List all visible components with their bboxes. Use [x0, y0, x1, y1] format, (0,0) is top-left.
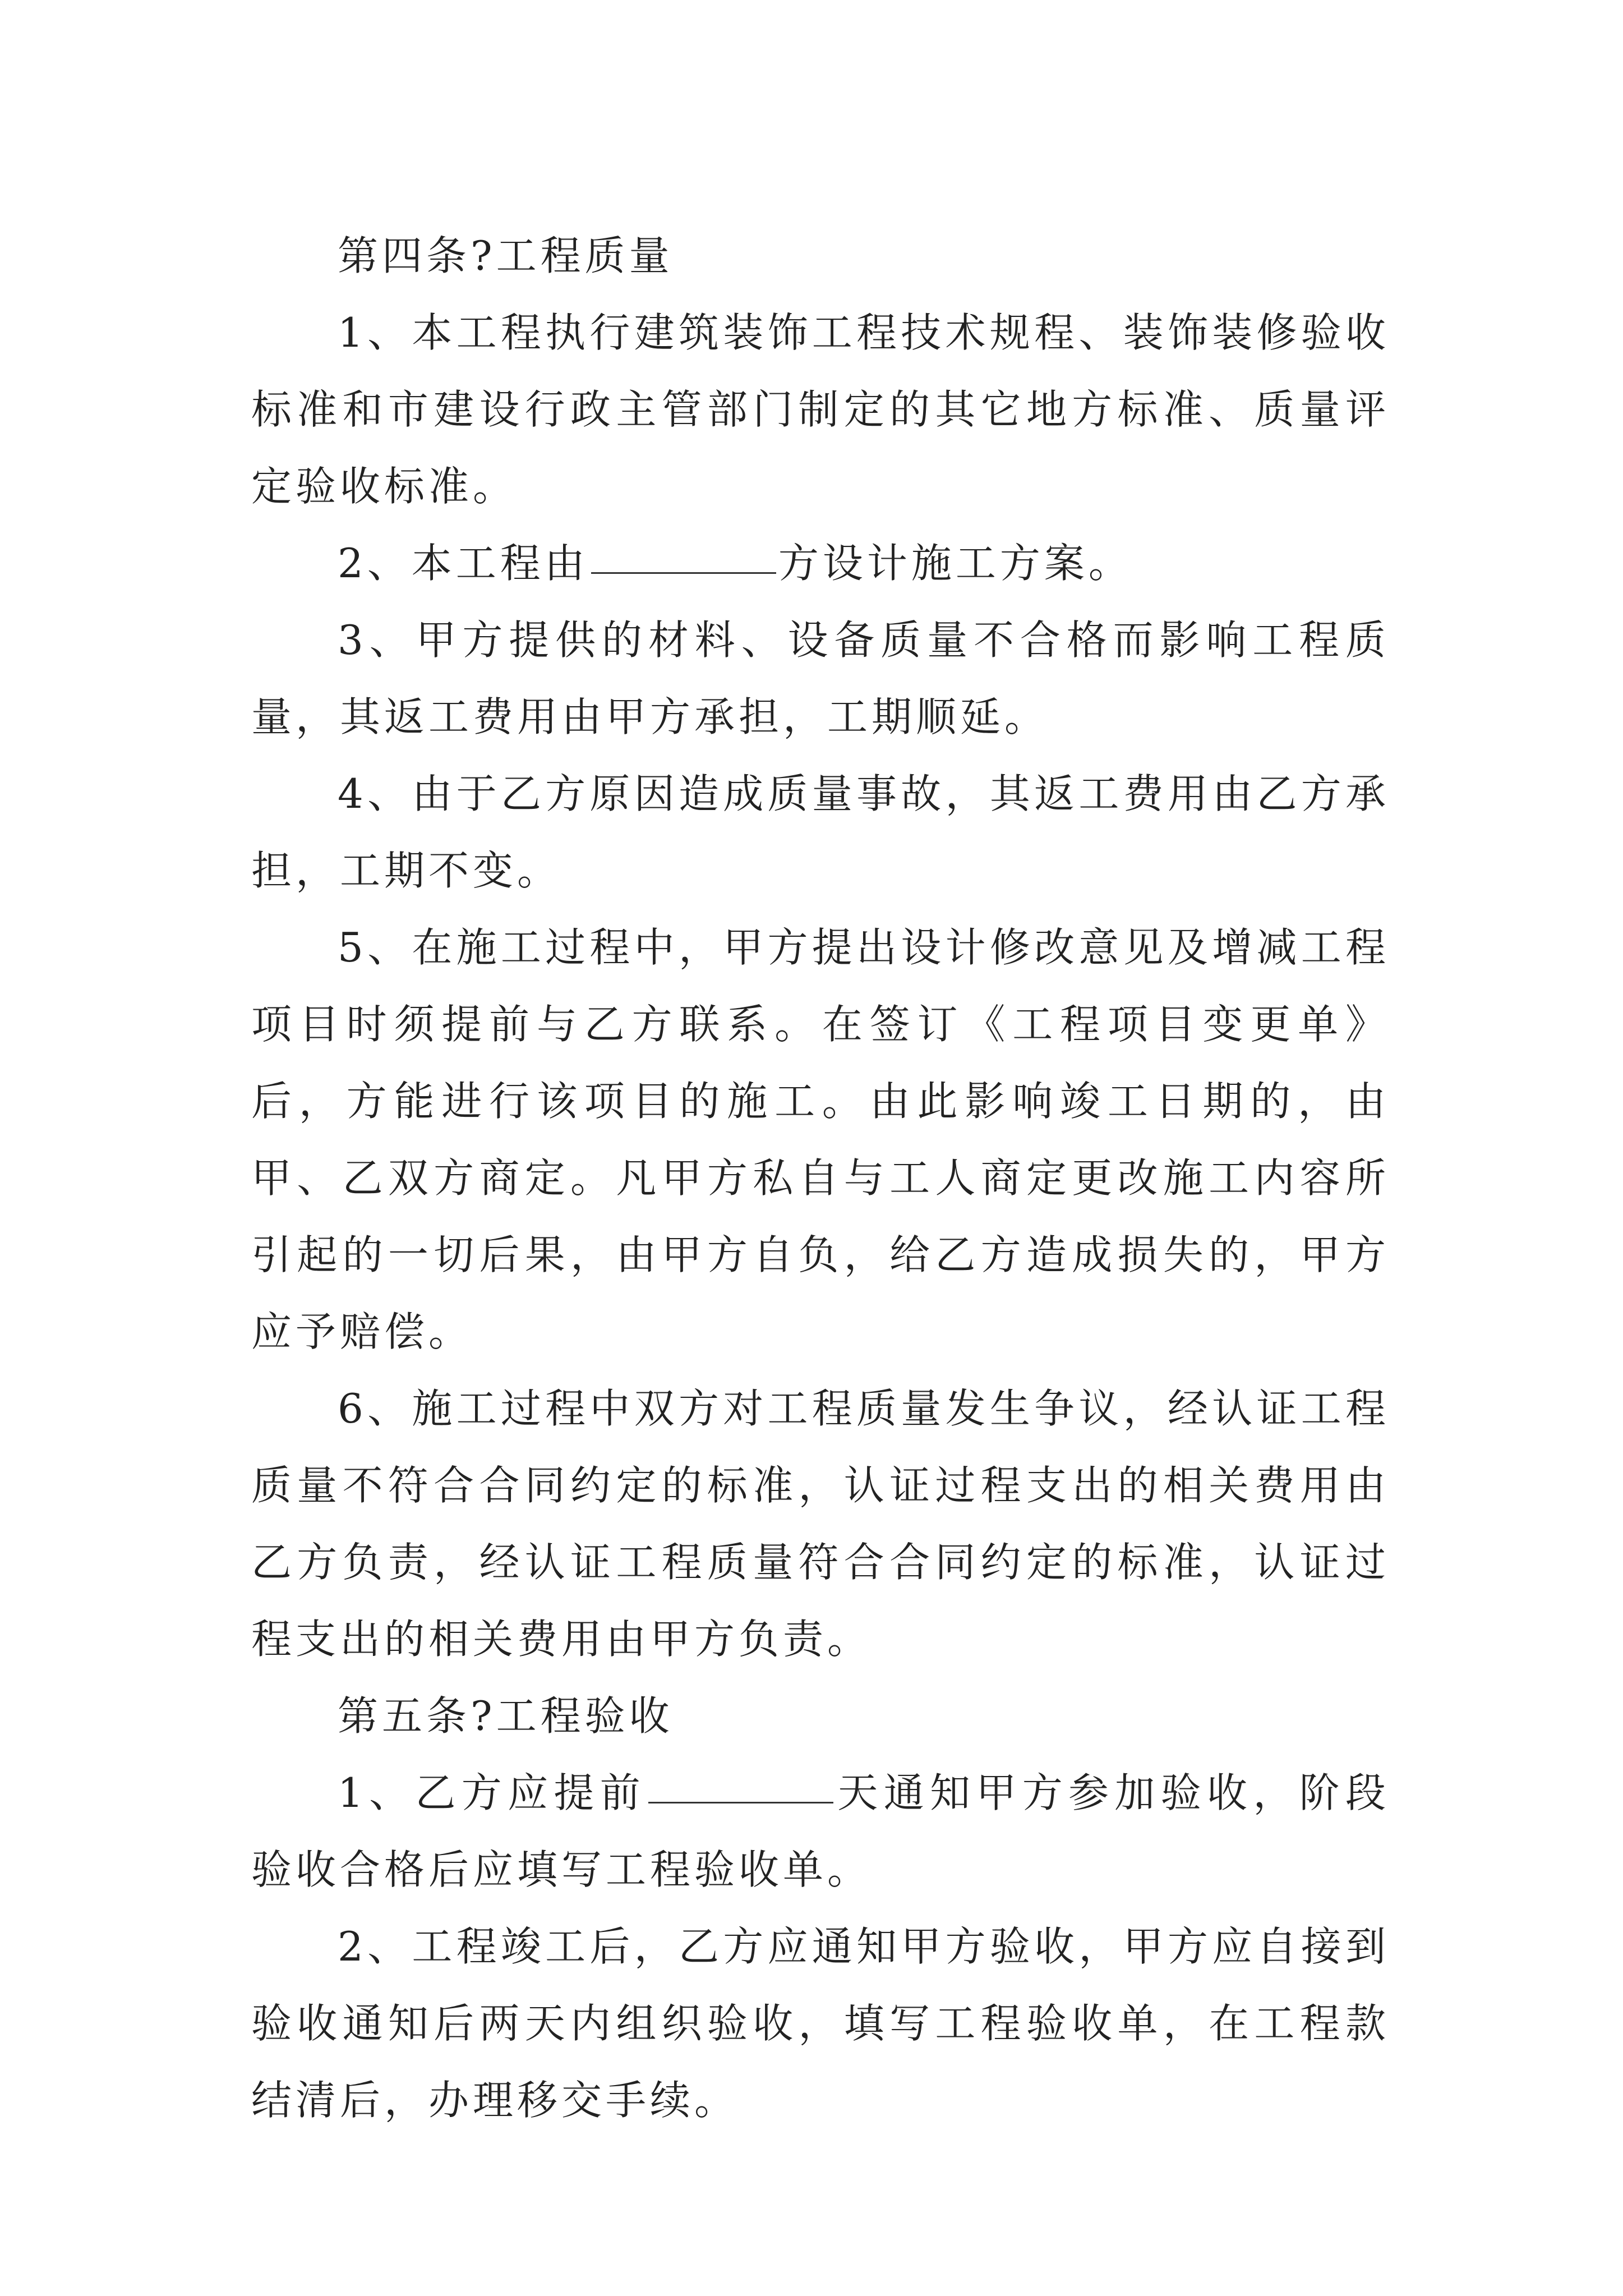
clause-1-text-after: 天通知甲方参加验收，阶段验收合格后应填写工程验收单。 — [251, 1769, 1390, 1893]
section-4-clause-1: 1、本工程执行建筑装饰工程技术规程、装饰装修验收标准和市建设行政主管部门制定的其它地方标准、质量评定验收标准。 — [251, 309, 1390, 510]
document-body — [251, 218, 1390, 2139]
section-4-clause-2 — [251, 525, 1390, 602]
section-5-heading: 第五条?工程验收 — [338, 1692, 674, 1740]
section-4-clause-4: 4、由于乙方原因造成质量事故，其返工费用由乙方承担，工期不变。 — [251, 770, 1390, 894]
clause-2-text-before: 2、本工程由 — [338, 540, 589, 587]
notice-days-blank[interactable] — [648, 1761, 833, 1803]
section-4-heading: 第四条?工程质量 — [338, 232, 674, 279]
section-4-clause-6: 6、施工过程中双方对工程质量发生争议，经认证工程质量不符合合同约定的标准，认证过程支出的相关费用由乙方负责，经认证工程质量符合合同约定的标准，认证过程支出的相关费用由甲方负责。 — [251, 1385, 1390, 1663]
clause-2-text-after: 方设计施工方案。 — [778, 540, 1133, 587]
designer-party-blank[interactable] — [591, 532, 776, 574]
clause-1-text-before: 1、乙方应提前 — [338, 1769, 647, 1816]
section-4-clause-5: 5、在施工过程中，甲方提出设计修改意见及增减工程项目时须提前与乙方联系。在签订《工程项目变更单》后，方能进行该项目的施工。由此影响竣工日期的，由甲、乙双方商定。凡甲方私自与工人商定更改施工内容所引起的一切后果，由甲方自负，给乙方造成损失的，甲方应予赔偿。 — [251, 924, 1390, 1355]
section-4-clause-3: 3、甲方提供的材料、设备质量不合格而影响工程质量，其返工费用由甲方承担，工期顺延。 — [251, 616, 1390, 740]
section-5-clause-2: 2、工程竣工后，乙方应通知甲方验收，甲方应自接到验收通知后两天内组织验收，填写工程验收单，在工程款结清后，办理移交手续。 — [251, 1923, 1390, 2124]
section-5-clause-1 — [251, 1755, 1390, 1908]
